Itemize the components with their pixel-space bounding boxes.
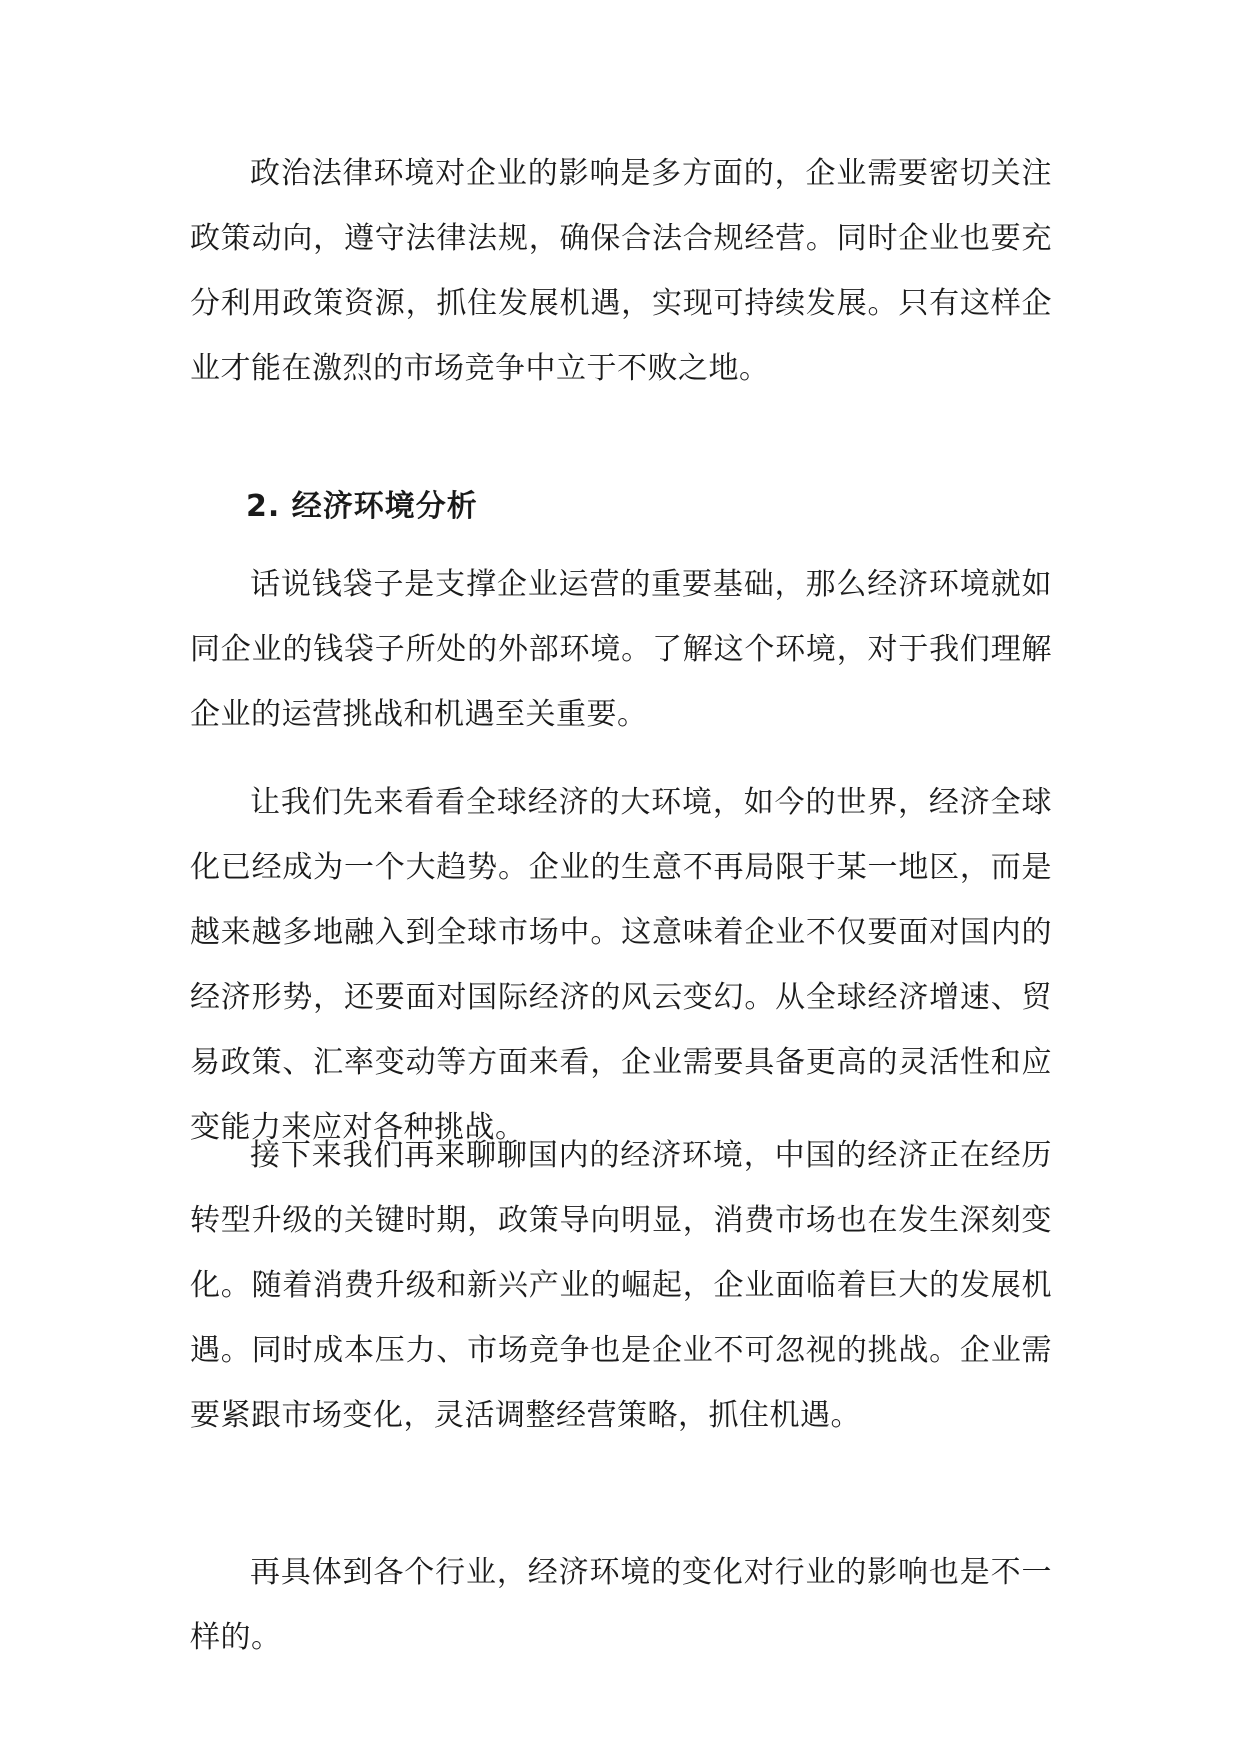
paragraph-domestic-economy: 接下来我们再来聊聊国内的经济环境，中国的经济正在经历转型升级的关键时期，政策导向明显，消费市场也在发生深刻变化。随着消费升级和新兴产业的崛起，企业面临着巨大的发展机遇。同时成本压力、市场竞争也是企业不可忽视的挑战。企业需要紧跟市场变化，灵活调整经营策略，抓住机遇。	[190, 1138, 1052, 1433]
section-heading-economic-analysis: 2. 经济环境分析	[246, 489, 478, 524]
paragraph-economic-intro: 话说钱袋子是支撑企业运营的重要基础，那么经济环境就如同企业的钱袋子所处的外部环境。了解这个环境，对于我们理解企业的运营挑战和机遇至关重要。	[190, 567, 1052, 732]
paragraph-global-economy: 让我们先来看看全球经济的大环境，如今的世界，经济全球化已经成为一个大趋势。企业的生意不再局限于某一地区，而是越来越多地融入到全球市场中。这意味着企业不仅要面对国内的经济形势，还要面对国际经济的风云变幻。从全球经济增速、贸易政策、汇率变动等方面来看，企业需要具备更高的灵活性和应变能力来应对各种挑战。	[190, 785, 1052, 1145]
paragraph-industry-impact: 再具体到各个行业，经济环境的变化对行业的影响也是不一样的。	[190, 1555, 1052, 1655]
paragraph-political-legal-summary: 政治法律环境对企业的影响是多方面的，企业需要密切关注政策动向，遵守法律法规，确保合法合规经营。同时企业也要充分利用政策资源，抓住发展机遇，实现可持续发展。只有这样企业才能在激烈的市场竞争中立于不败之地。	[190, 156, 1052, 386]
